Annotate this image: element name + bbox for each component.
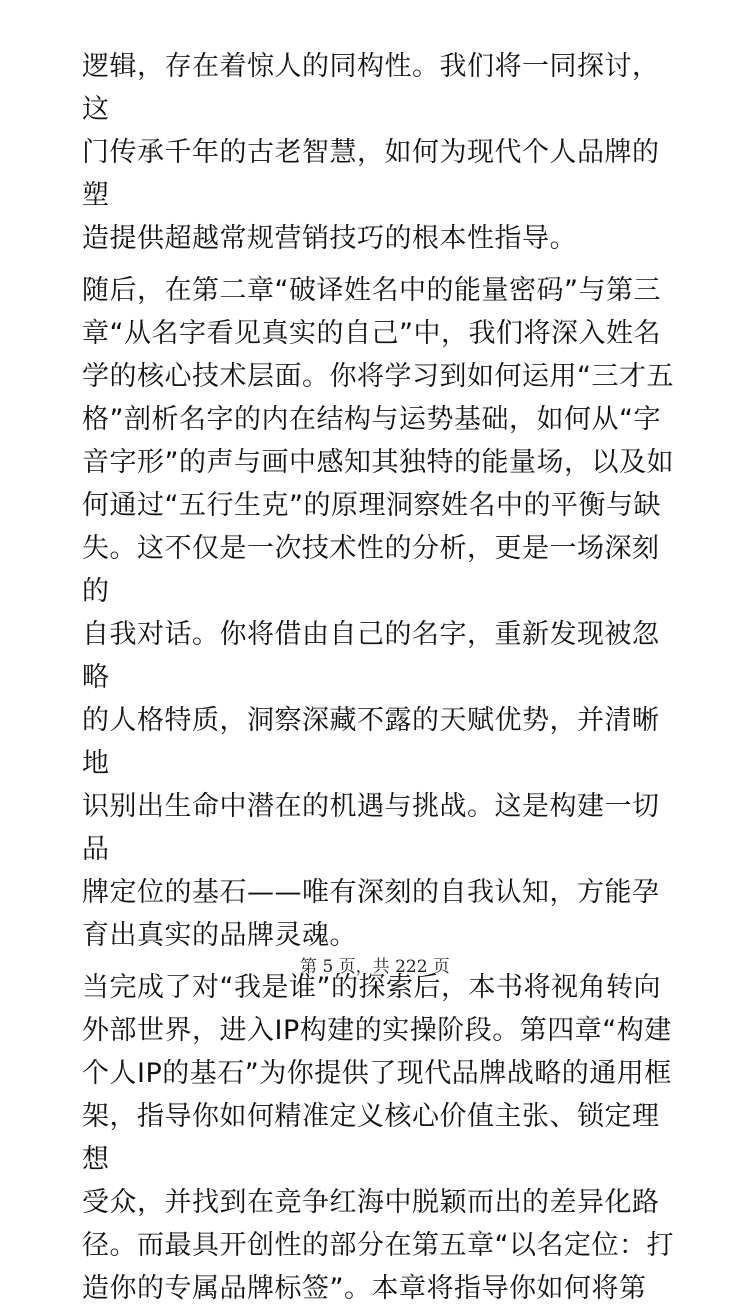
- paragraph-3: 当完成了对“我是谁”的探索后，本书将视角转向 外部世界，进入IP构建的实操阶段。第四章“构建 个人IP的基石”为你提供了现代品牌战略的通用框 架，指导你如何精准定义核心价值主张、锁定理想 受众，并找到在竞争红海中脱颖而出的差异化路 径。而最具开创性的部分在第五章“以名定位：打 造你的专属品牌标签”。本章将指导你如何将第: [82, 972, 674, 1304]
- body-text: [82, 45, 682, 1310]
- paragraph-1: 逻辑，存在着惊人的同构性。我们将一同探讨，这 门传承千年的古老智慧，如何为现代个人品牌的塑 造提供超越常规营销技巧的根本性指导。: [82, 51, 660, 254]
- paragraph-2: 随后，在第二章“破译姓名中的能量密码”与第三 章“从名字看见真实的自己”中，我们将深入姓名 学的核心技术层面。你将学习到如何运用“三才五 格”剖析名字的内在结构与运势基础，如何从“字 音字形”的声与画中感知其独特的能量场，以及如 何通过“五行生克”的原理洞察姓名中的平衡与缺 失。这不仅是一次技术性的分析，更是一场深刻的 自我对话。你将借由自己的名字，重新发现被忽略 的人格特质，洞察深藏不露的天赋优势，并清晰地 识别出生命中潜在的机遇与挑战。这是构建一切品 牌定位的基石——唯有深刻的自我认知，方能孕 育出真实的品牌灵魂。: [82, 275, 674, 951]
- page-number-footer: 第 5 页，共 222 页: [300, 957, 450, 977]
